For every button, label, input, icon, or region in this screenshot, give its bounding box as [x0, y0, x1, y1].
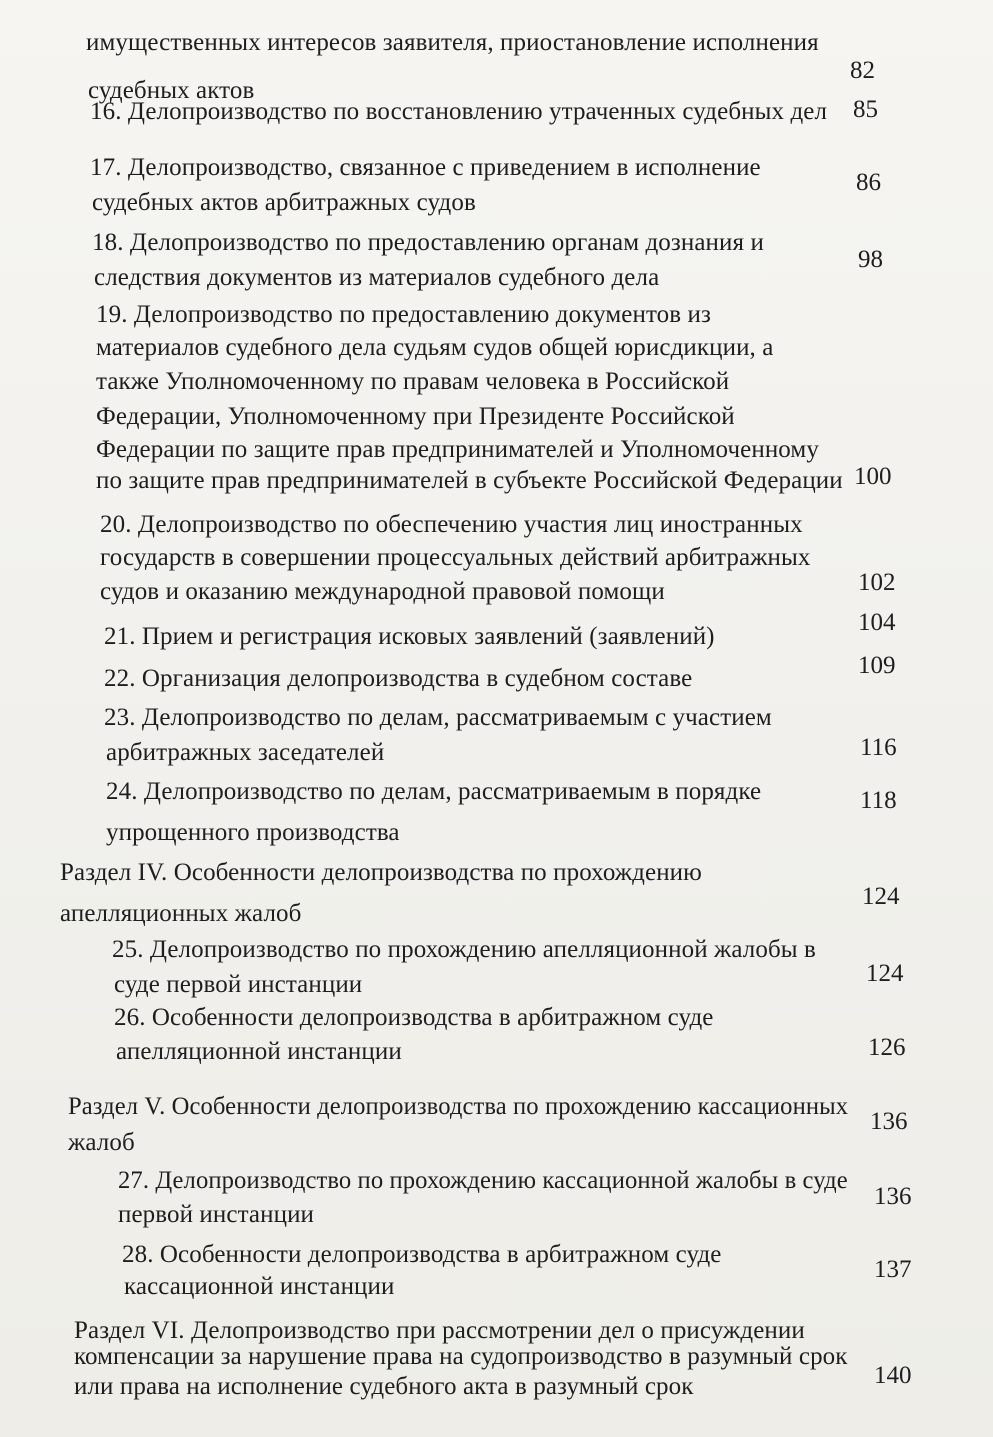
toc-page-number: 109 — [858, 652, 896, 679]
toc-entry-text: материалов судебного дела судьям судов общей юрисдикции, а — [96, 334, 774, 361]
toc-entry-text: 18. Делопроизводство по предоставлению органам дознания и — [92, 229, 764, 256]
toc-page-number: 140 — [874, 1362, 912, 1389]
toc-entry-text: судебных актов — [88, 77, 255, 104]
toc-entry-text: 21. Прием и регистрация исковых заявлений (заявлений) — [104, 623, 715, 650]
toc-entry-text: 16. Делопроизводство по восстановлению утраченных судебных дел — [90, 98, 828, 125]
toc-entry-text: 24. Делопроизводство по делам, рассматриваемым в порядке — [106, 778, 762, 805]
toc-entry-text: следствия документов из материалов судебного дела — [94, 264, 660, 291]
toc-page-number: 102 — [858, 569, 896, 596]
toc-entry-text: 23. Делопроизводство по делам, рассматриваемым с участием — [104, 704, 772, 731]
toc-entry-text: арбитражных заседателей — [106, 739, 385, 766]
toc-page-number: 136 — [870, 1108, 908, 1135]
toc-page-number: 116 — [860, 734, 897, 761]
toc-section-text: или права на исполнение судебного акта в разумный срок — [74, 1373, 694, 1400]
toc-entry-text: по защите прав предпринимателей в субъекте Российской Федерации — [96, 467, 843, 494]
toc-section-text: Раздел IV. Особенности делопроизводства по прохождению — [60, 859, 702, 886]
toc-page-number: 124 — [862, 883, 900, 910]
toc-page-number: 136 — [874, 1183, 912, 1210]
toc-entry-text: судебных актов арбитражных судов — [92, 189, 476, 216]
toc-section-text: компенсации за нарушение права на судопроизводство в разумный срок — [74, 1343, 848, 1370]
toc-page-number: 85 — [853, 96, 878, 123]
toc-page-number: 86 — [856, 169, 881, 196]
toc-entry-text: 25. Делопроизводство по прохождению апелляционной жалобы в — [112, 936, 816, 963]
toc-entry-text: первой инстанции — [118, 1201, 315, 1228]
toc-entry-text: 28. Особенности делопроизводства в арбитражном суде — [122, 1241, 722, 1268]
toc-entry-text: 26. Особенности делопроизводства в арбитражном суде — [114, 1004, 714, 1031]
toc-entry-text: 20. Делопроизводство по обеспечению участия лиц иностранных — [100, 511, 803, 538]
toc-page-number: 98 — [858, 246, 883, 273]
toc-page-number: 100 — [854, 463, 892, 490]
toc-entry-text: также Уполномоченному по правам человека в Российской — [96, 368, 730, 395]
toc-page-number: 118 — [860, 787, 897, 814]
toc-page-number: 124 — [866, 960, 904, 987]
toc-section-text: Раздел VI. Делопроизводство при рассмотрении дел о присуждении — [74, 1317, 805, 1344]
toc-entry-text: 22. Организация делопроизводства в судебном составе — [104, 665, 693, 692]
toc-entry-text: Федерации по защите прав предпринимателей и Уполномоченному — [96, 436, 819, 463]
toc-section-text: апелляционных жалоб — [60, 900, 302, 927]
toc-entry-text: имущественных интересов заявителя, приостановление исполнения — [86, 29, 819, 56]
toc-entry-text: упрощенного производства — [106, 819, 400, 846]
toc-page-number: 137 — [874, 1256, 912, 1283]
toc-entry-text: судов и оказанию международной правовой помощи — [100, 578, 665, 605]
toc-entry-text: 19. Делопроизводство по предоставлению документов из — [96, 301, 711, 328]
toc-entry-text: 27. Делопроизводство по прохождению кассационной жалобы в суде — [118, 1167, 848, 1194]
toc-section-text: Раздел V. Особенности делопроизводства по прохождению кассационных — [68, 1093, 849, 1120]
toc-entry-text: кассационной инстанции — [124, 1273, 395, 1300]
toc-page-number: 82 — [850, 57, 875, 84]
toc-entry-text: апелляционной инстанции — [116, 1038, 402, 1065]
toc-page-number: 104 — [858, 609, 896, 636]
toc-entry-text: суде первой инстанции — [114, 971, 363, 998]
toc-page-number: 126 — [868, 1034, 906, 1061]
toc-section-text: жалоб — [68, 1129, 135, 1156]
toc-entry-text: 17. Делопроизводство, связанное с приведением в исполнение — [90, 154, 761, 181]
toc-entry-text: государств в совершении процессуальных действий арбитражных — [100, 544, 811, 571]
toc-entry-text: Федерации, Уполномоченному при Президенте Российской — [96, 403, 735, 430]
